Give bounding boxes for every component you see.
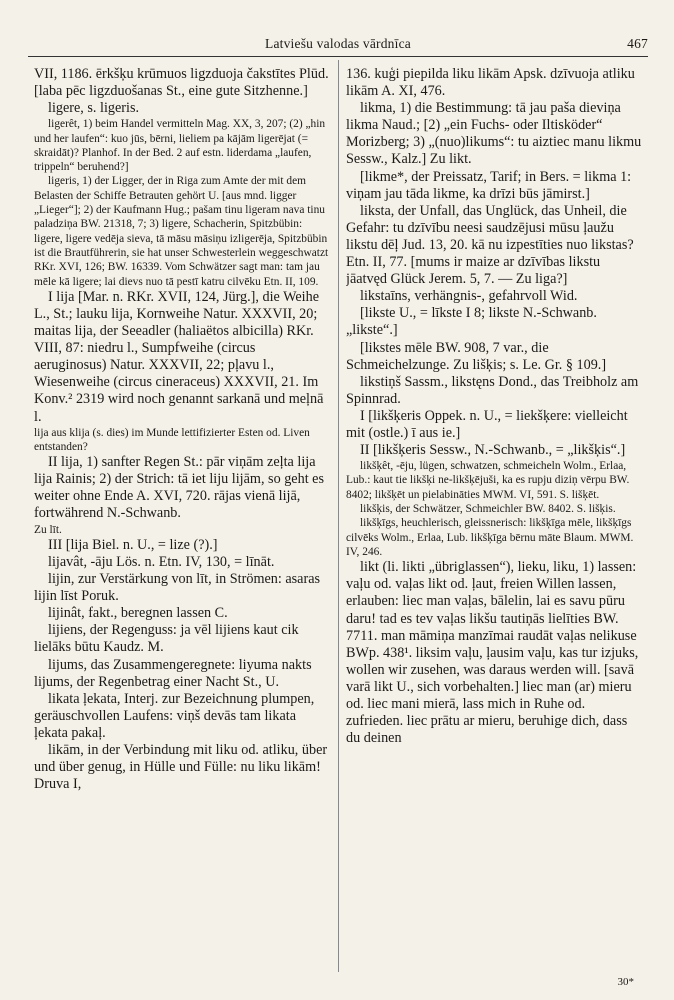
dictionary-entry: Zu līt. [34, 523, 62, 536]
left-column [34, 66, 330, 971]
right-column [346, 66, 642, 971]
signature-mark: 30* [617, 976, 634, 988]
dictionary-entry: I [likšķeris Oppek. n. U., = liekšķere: vielleicht mit (ostle.) ī aus ie.] [346, 407, 628, 441]
dictionary-entry: ligeris, 1) der Ligger, der in Riga zum Amte der mit dem Belasten der Schiffe Betrauten gehört U. [aus mnd. ligger „Lieger“]; 2) der Kaufmann Hug.; pašam tinu ligeram nava tinu paladziņa BW. 21318, 7; 3) ligere, Schacherin, Spitzbübin: ligere, ligere vedēja sieva, tā māsu māsiņu izligerēja, Spitzbübin ist die Brautführerin, sie hat unser Schwesterlein weggeschwatzt RKr. XVI, 126; BW. 16339. Vom Schwätzer sagt man: tam jau mēle kā ligere; lai dievs nuo tā pestī katru cilvēku Etn. II, 109. [34, 175, 329, 288]
dictionary-entry: likšķêt, -ēju, lügen, schwatzen, schmeicheln Wolm., Erlaa, Lub.: kaut tie likšķi ne-likšķējuši, ka es rupju diziņ vērpu BW. 8402; likšķēt un pielabināties MWM. VI, 591. S. lišķēt. [346, 460, 630, 501]
column-divider [338, 60, 339, 972]
dictionary-entry: [likstes mēle BW. 908, 7 var., die Schmeichelzunge. Zu lišķis; s. Le. Gr. § 109.] [346, 339, 607, 373]
dictionary-entry: lijinât, fakt., beregnen lassen C. [48, 605, 228, 622]
dictionary-entry: [likste U., = līkste I 8; likste N.-Schwanb. „likste“.] [346, 305, 597, 339]
dictionary-entry: ligerêt, 1) beim Handel vermitteln Mag. XX, 3, 207; (2) „hin und her laufen“: kuo jūs, bērni, lieliem pa kājām ligerējat (= skraidāt)? Planhof. In der Bed. 2 auf estn. liderdama „laufen, trippeln“ beruhend?] [34, 118, 326, 174]
dictionary-entry: 136. kuģi piepilda liku likām Apsk. dzīvuojа atliku likām A. XI, 476. [346, 66, 635, 100]
dictionary-entry: III [lija Biel. n. U., = lize (?).] [48, 536, 218, 553]
dictionary-entry: [likme*, der Preissatz, Tarif; in Bers. = likma 1: viņam jau tāda likme, ka drīzi būs jāmirst.] [346, 168, 632, 202]
page-header [28, 36, 648, 54]
dictionary-entry: lija aus klija (s. dies) im Munde lettifizierter Esten od. Liven entstanden? [34, 426, 310, 453]
dictionary-entry: likšķis, der Schwätzer, Schmeichler BW. 8402. S. lišķis. [360, 503, 616, 516]
dictionary-entry: II lija, 1) sanfter Regen St.: pār viņām zeļta lija lija Rainis; 2) der Strich: tā iet liju lijām, so geht es weiter ohne Ende A. XVI, 720. rājas vienā lijā, fortwährend N.-Schwanb. [34, 454, 325, 522]
page-number: 467 [627, 36, 648, 51]
dictionary-entry: likt (li. likti „übriglassen“), lieku, liku, 1) lassen: vaļu od. vaļas likt od. ļaut, freien Willen lassen, erlauben: liec man vaļas, bālelin, lai es savu pūru daru! tad es tev vaļas likšu tautiņās lielīties BW. 7711. man māmiņa manzīmai raudāt vaļas nelikuse BWp. 438¹. liksim vaļu, ļausim vaļu, kas tur izjuks, wollen wir zusehen, was daraus werden will. [savā varā likt U., sich vorbehalten.] liec man (ar) mieru od. liec mani mierā, lass mich in Ruhe od. zufrieden. liec prātu ar mieru, beruhige dich, dass du deinen [346, 559, 639, 747]
dictionary-entry: likšķīgs, heuchlerisch, gleissnerisch: likšķīga mēle, likšķīgs cilvēks Wolm., Erlaa, Lub. likšķīga bērnu māte Blaum. MWM. IV, 246. [346, 517, 634, 558]
dictionary-entry: lijin, zur Verstärkung von līt, in Strömen: asaras lijin līst Poruk. [34, 571, 321, 605]
running-title: Latviešu valodas vārdnīca [265, 36, 411, 51]
dictionary-entry: lijavât, -āju Lös. n. Etn. IV, 130, = līnāt. [48, 553, 275, 570]
dictionary-entry: likām, in der Verbindung mit liku od. atliku, über und über genug, in Hülle und Fülle: nu liku likām! Druva I, [34, 741, 328, 793]
dictionary-entry: lijiens, der Regenguss: ja vēl lijiens kaut cik lielāks būtu Kaudz. M. [34, 622, 299, 656]
header-rule [28, 56, 648, 57]
dictionary-entry: II [likšķeris Sessw., N.-Schwanb., = „likšķis“.] [360, 442, 626, 459]
dictionary-entry: I lija [Mar. n. RKr. XVII, 124, Jürg.], die Weihe L., St.; lauku lija, Kornweihe Natur. XXXVII, 20; maitas lija, der Seeadler (haliaëtos albicilla) RKr. VIII, 87: niedru l., Sumpfweihe (circus aeruginosus) Natur. XXXVII, 22; pļavu l., Wiesenweihe (circus cineraceus) XXXVII, 21. Im Konv.² 2319 wird noch genannt sarkanā und meļnā l. [34, 288, 324, 425]
dictionary-entry: liksta, der Unfall, das Unglück, das Unheil, die Gefahr: tu dzīvību neesi saudzējusi mūsu ļaužu likstu dēļ Jud. 13, 20. kā nu izpestīties nuo likstas? Etn. II, 77. [mums ir maize ar dzīvības likstu jāatvęd Glück Jerem. 5, 7. — Zu liga?] [346, 202, 634, 288]
dictionary-entry: likma, 1) die Bestimmung: tā jau paša dieviņa likma Naud.; [2) „ein Fuchs- oder Iltisköder“ Morizberg; 3) „(nuo)likums“: tu aiztiec manu likmu Sessw., Kalz.] Zu likt. [346, 100, 642, 168]
dictionary-entry: likata ļekata, Interj. zur Bezeichnung plumpen, geräuschvollen Laufens: viņš devās tam likata ļekata pakaļ. [34, 690, 315, 741]
dictionary-entry: likstiņš Sassm., likstęns Dond., das Treibholz am Spinnrad. [346, 373, 639, 407]
dictionary-entry: ligere, s. ligeris. [48, 100, 140, 117]
dictionary-entry: likstaīns, verhängnis-, gefahrvoll Wid. [360, 288, 578, 305]
dictionary-entry: VII, 1186. ērkšķu krūmuos ligzduoja čakstītes Plūd. [laba pēc ligzduošanas St., eine gute Sitzhenne.] [34, 66, 329, 100]
dictionary-entry: lijums, das Zusammengeregnete: liyuma nakts lijums, der Regenbetrag einer Nacht St., U. [34, 656, 312, 690]
